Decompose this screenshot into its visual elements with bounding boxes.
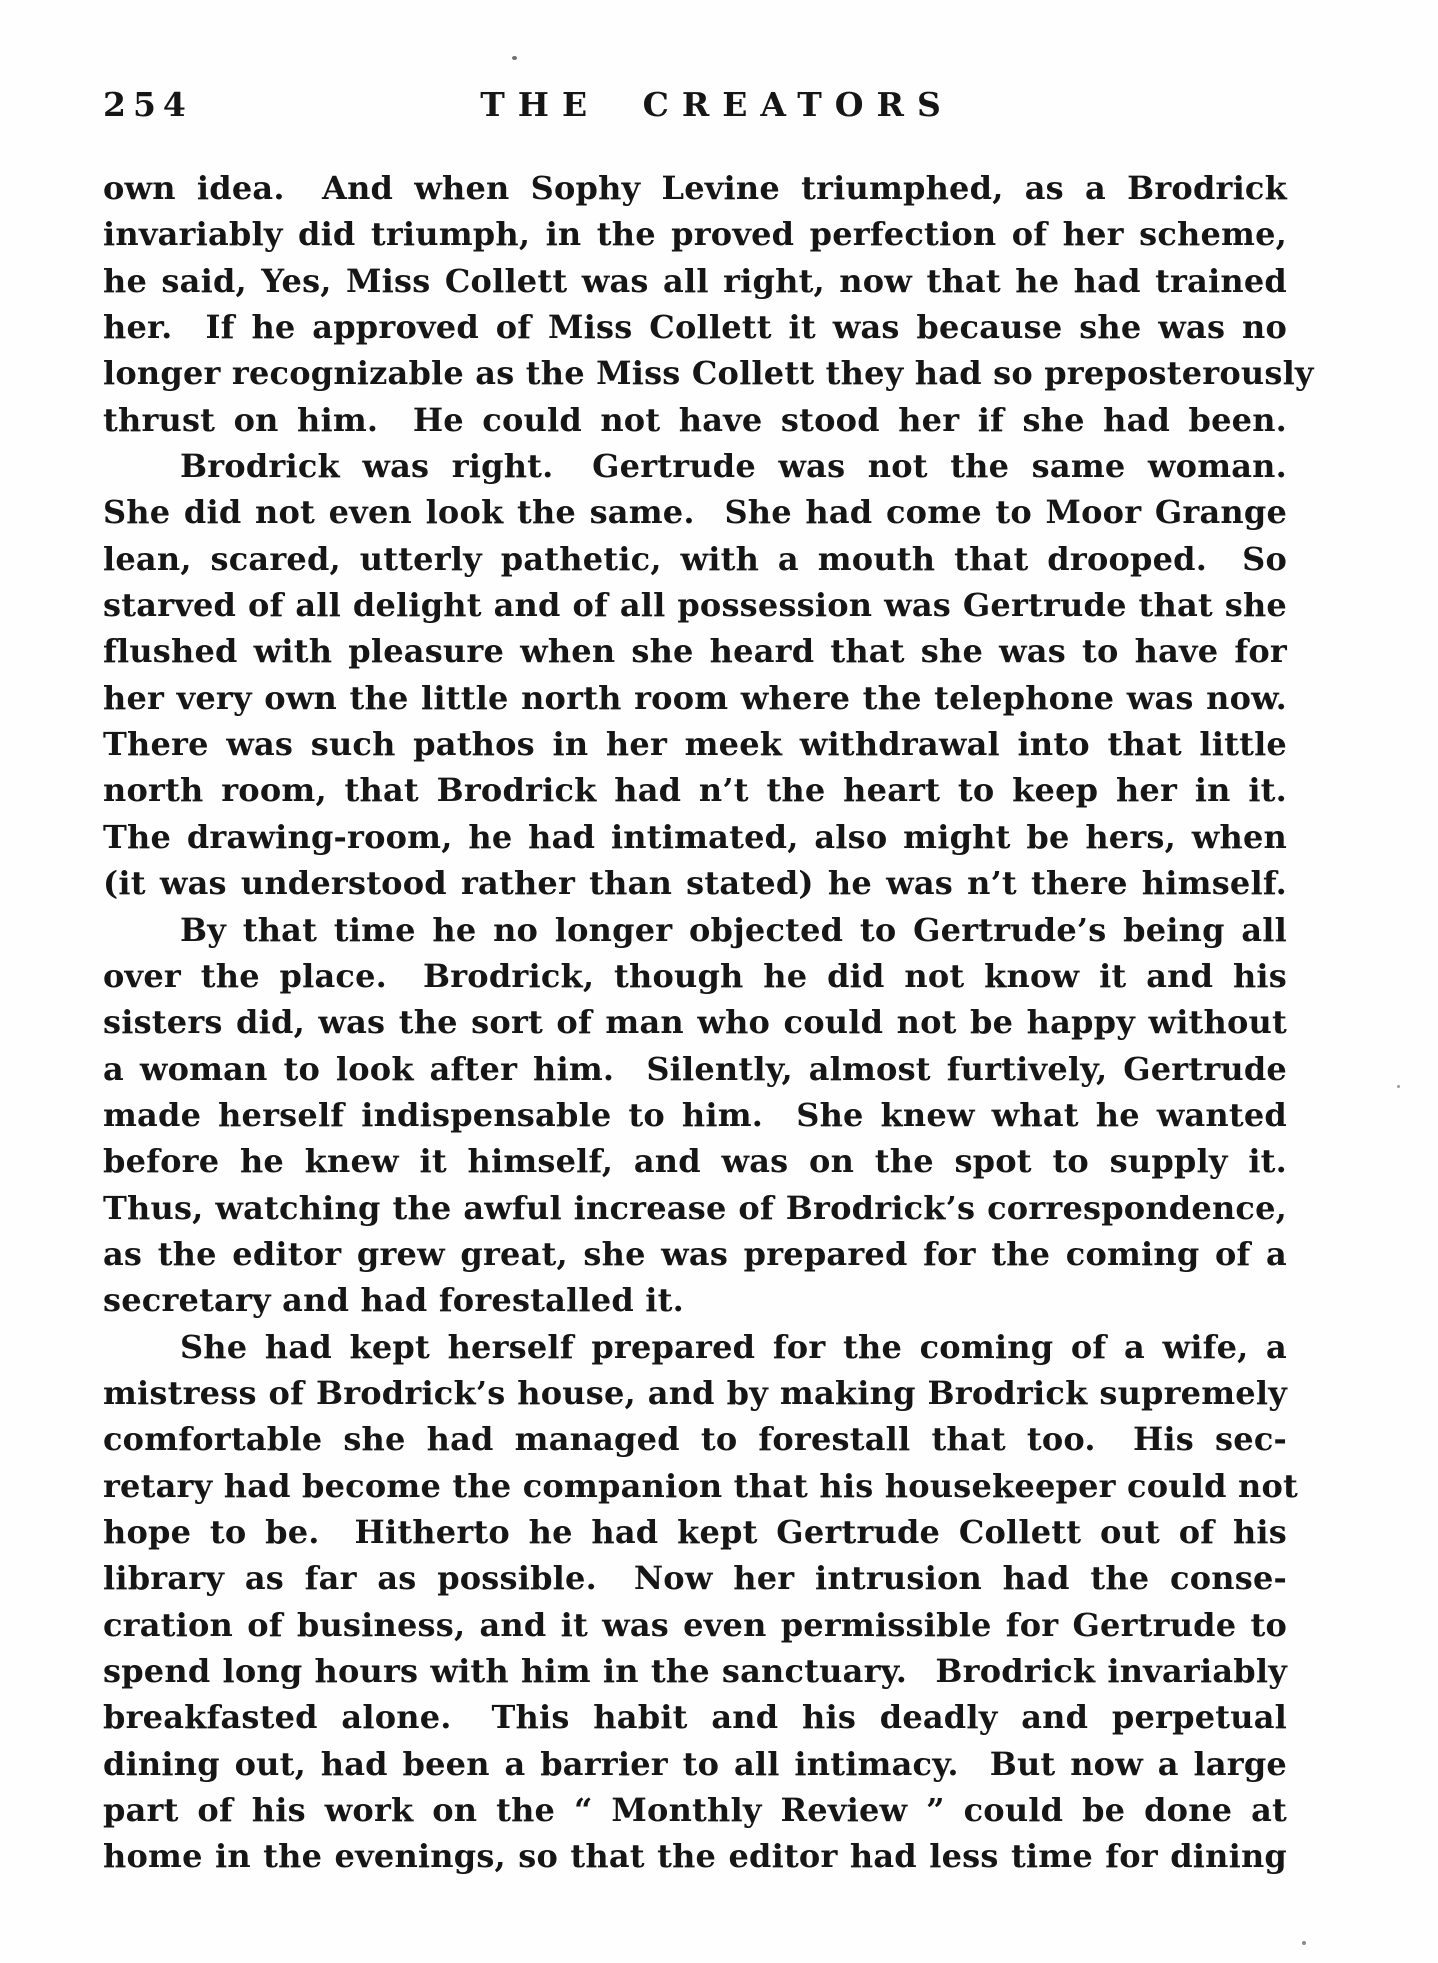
- text-line: invariably did triumph, in the proved perfection of her scheme,: [103, 215, 1287, 254]
- body-text: [103, 165, 1314, 1880]
- text-line: comfortable she had managed to forestall that too. His sec-: [103, 1420, 1287, 1459]
- text-line: library as far as possible. Now her intrusion had the conse-: [103, 1559, 1287, 1598]
- text-line: mistress of Brodrick’s house, and by making Brodrick supremely: [103, 1373, 1287, 1412]
- scan-speck: [1302, 1941, 1306, 1945]
- text-line: her very own the little north room where the telephone was now.: [103, 678, 1287, 717]
- text-line: her. If he approved of Miss Collett it was because she was no: [103, 308, 1287, 347]
- text-line: secretary and had forestalled it.: [103, 1281, 684, 1320]
- text-line: breakfasted alone. This habit and his deadly and perpetual: [103, 1698, 1287, 1737]
- text-line: over the place. Brodrick, though he did not know it and his: [103, 956, 1287, 995]
- text-line: dining out, had been a barrier to all intimacy. But now a large: [103, 1744, 1287, 1783]
- text-line: a woman to look after him. Silently, almost furtively, Gertrude: [103, 1049, 1287, 1088]
- text-line: he said, Yes, Miss Collett was all right, now that he had trained: [103, 261, 1287, 300]
- page-number: 254: [103, 85, 193, 124]
- running-title: THE CREATORS: [480, 85, 954, 124]
- text-line: retary had become the companion that his housekeeper could not: [103, 1466, 1298, 1505]
- text-line: By that time he no longer objected to Gertrude’s being all: [180, 910, 1287, 949]
- text-line: Thus, watching the awful increase of Brodrick’s correspondence,: [103, 1188, 1287, 1227]
- text-line: north room, that Brodrick had n’t the heart to keep her in it.: [103, 771, 1287, 810]
- text-line: part of his work on the “ Monthly Review ” could be done at: [103, 1791, 1287, 1830]
- text-line: starved of all delight and of all possession was Gertrude that she: [103, 586, 1287, 625]
- scan-speck: [1397, 1085, 1400, 1088]
- text-line: hope to be. Hitherto he had kept Gertrude Collett out of his: [103, 1512, 1287, 1551]
- scan-speck: [512, 56, 517, 60]
- text-line: flushed with pleasure when she heard that she was to have for: [103, 632, 1287, 671]
- text-line: Brodrick was right. Gertrude was not the same woman.: [180, 447, 1287, 486]
- text-line: (it was understood rather than stated) he was n’t there himself.: [103, 864, 1287, 903]
- text-line: There was such pathos in her meek withdrawal into that little: [103, 725, 1287, 764]
- text-line: lean, scared, utterly pathetic, with a mouth that drooped. So: [103, 539, 1287, 578]
- text-line: The drawing-room, he had intimated, also might be hers, when: [103, 817, 1287, 856]
- text-line: cration of business, and it was even permissible for Gertrude to: [103, 1605, 1287, 1644]
- text-line: longer recognizable as the Miss Collett they had so preposterously: [103, 354, 1314, 393]
- text-line: home in the evenings, so that the editor had less time for dining: [103, 1837, 1287, 1876]
- text-line: sisters did, was the sort of man who could not be happy without: [103, 1003, 1287, 1042]
- text-line: She had kept herself prepared for the coming of a wife, a: [180, 1327, 1287, 1366]
- text-line: as the editor grew great, she was prepared for the coming of a: [103, 1234, 1287, 1273]
- page-header: [103, 85, 1287, 125]
- text-line: before he knew it himself, and was on the spot to supply it.: [103, 1142, 1287, 1181]
- text-line: She did not even look the same. She had come to Moor Grange: [103, 493, 1287, 532]
- text-line: made herself indispensable to him. She knew what he wanted: [103, 1095, 1287, 1134]
- text-line: spend long hours with him in the sanctuary. Brodrick invariably: [103, 1652, 1287, 1690]
- text-line: own idea. And when Sophy Levine triumphed, as a Brodrick: [103, 169, 1287, 207]
- text-line: thrust on him. He could not have stood her if she had been.: [103, 400, 1287, 439]
